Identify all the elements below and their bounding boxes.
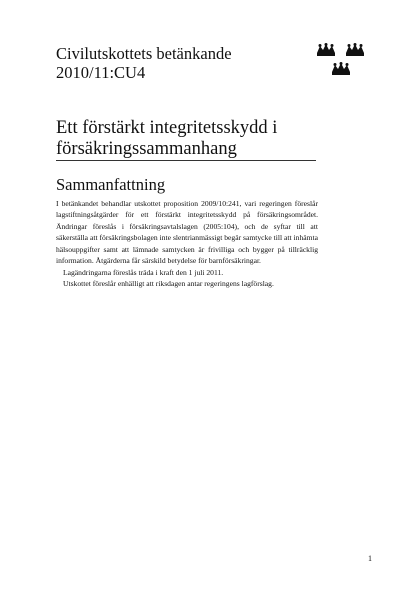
document-title: Ett förstärkt integritetsskydd i försäkringssammanhang xyxy=(56,118,278,159)
summary-paragraph: Lagändringarna föreslås träda i kraft den 1 juli 2011. xyxy=(63,267,224,277)
committee-name: Civilutskottets betänkande xyxy=(56,44,232,63)
summary-paragraph: I betänkandet behandlar utskottet proposition 2009/10:241, vari regeringen föreslår lagstiftningsåtgärder för ett förstärkt integritetsskydd på försäkringsområdet. Ändringar föreslås i försäkringsavtalslagen (2005:104), och de syftar till att säkerställa att försäkringsbolagen inte slentrianmässigt begär samtycke till att inhämta hälsouppgifter samt att lämnade samtycken är frivilliga och bygger på tillräcklig information. Åtgärderna får särskild betydelse för barnförsäkringar. xyxy=(56,199,318,266)
summary-paragraph: Utskottet föreslår enhälligt att riksdagen antar regeringens lagförslag. xyxy=(63,279,274,289)
title-divider xyxy=(56,160,316,161)
page-number: 1 xyxy=(368,554,372,563)
summary-body xyxy=(56,198,318,290)
report-header xyxy=(56,44,232,82)
three-crowns-icon xyxy=(313,40,371,78)
report-number: 2010/11:CU4 xyxy=(56,63,146,82)
section-heading: Sammanfattning xyxy=(56,175,166,194)
